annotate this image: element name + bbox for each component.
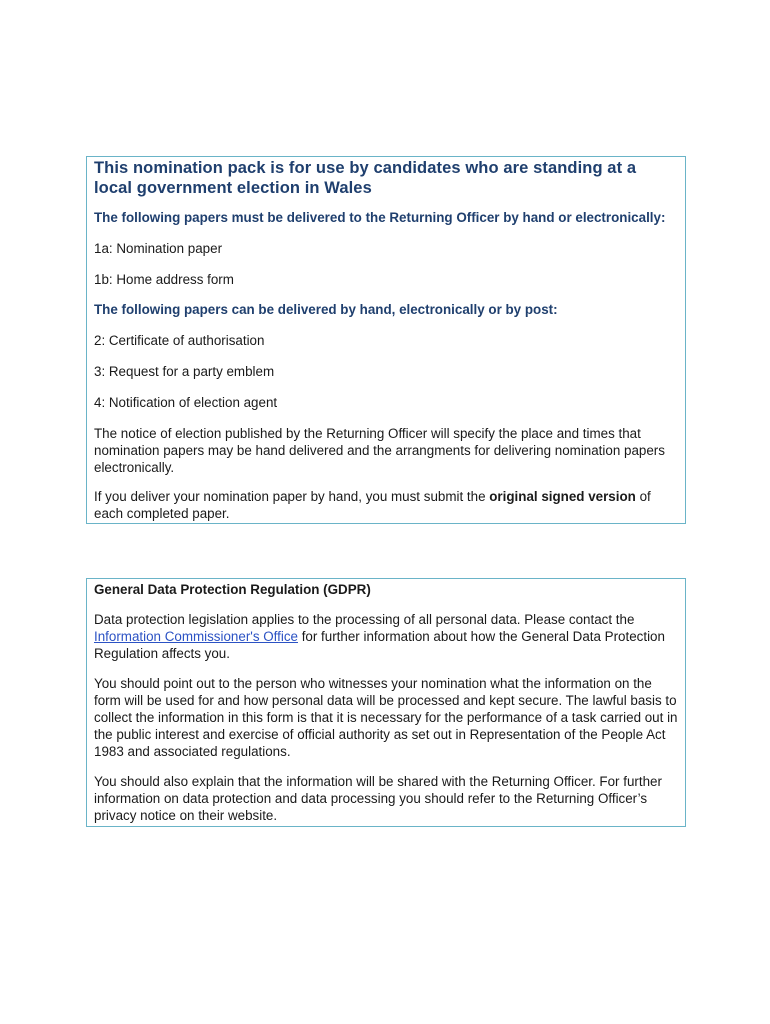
hand-delivery-instruction-suffix: of each completed paper. (94, 489, 651, 521)
hand-delivery-heading: The following papers must be delivered to the Returning Officer by hand or electronically: (94, 210, 666, 225)
ico-link[interactable]: Information Commissioner's Office (94, 629, 298, 644)
hand-delivery-instruction-prefix: If you deliver your nomination paper by hand, you must submit the (94, 489, 490, 504)
pack-title: This nomination pack is for use by candidates who are standing at a local government election in Wales (94, 159, 637, 197)
list-item-certificate-of-authorisation: 2: Certificate of authorisation (94, 333, 265, 348)
list-item-election-agent-notification: 4: Notification of election agent (94, 395, 278, 410)
nomination-pack-box (86, 156, 686, 524)
gdpr-paragraph-sharing: You should also explain that the information will be shared with the Returning Officer. For further information on data protection and data processing you should refer to the Returning Officer’s privacy notice on their website. (94, 774, 662, 823)
gdpr-p1-suffix: for further information about how the General Data Protection Regulation affects you. (94, 629, 665, 661)
original-signed-version-emphasis: original signed version (489, 489, 636, 504)
gdpr-heading: General Data Protection Regulation (GDPR) (94, 582, 371, 597)
gdpr-box (86, 578, 686, 827)
hand-delivery-instruction (94, 488, 678, 522)
gdpr-p1-prefix: Data protection legislation applies to the processing of all personal data. Please contact the (94, 612, 635, 627)
post-delivery-heading: The following papers can be delivered by hand, electronically or by post: (94, 302, 558, 317)
list-item-nomination-paper: 1a: Nomination paper (94, 241, 223, 256)
list-item-party-emblem-request: 3: Request for a party emblem (94, 364, 275, 379)
notice-of-election-text: The notice of election published by the Returning Officer will specify the place and times that nomination papers may be hand delivered and the arrangments for delivering nomination papers electronically. (94, 426, 665, 475)
list-item-home-address-form: 1b: Home address form (94, 272, 234, 287)
gdpr-paragraph-legislation (94, 611, 678, 662)
gdpr-paragraph-witness: You should point out to the person who witnesses your nomination what the information on the form will be used for and how personal data will be processed and kept secure. The lawful basis to collect the information in this form is that it is necessary for the performance of a task carried out in the public interest and exercise of official authority as set out in Representation of the People Act 1983 and associated regulations. (94, 676, 678, 759)
